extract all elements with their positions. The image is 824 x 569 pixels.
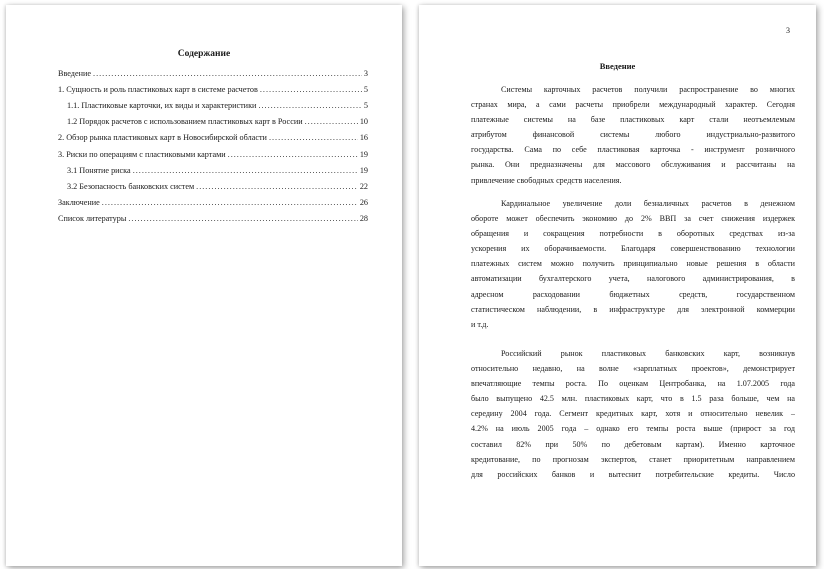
toc-entry[interactable] <box>58 214 368 224</box>
text-line: государства. Сама по себе пластиковая карточка - инструмент розничного <box>471 145 795 155</box>
toc-entry-label: 2. Обзор рынка пластиковых карт в Новосибирской области <box>58 133 267 142</box>
toc-entry-label: Введение <box>58 69 92 78</box>
toc-entry-label: 1.1. Пластиковые карточки, их виды и характеристики <box>67 101 257 110</box>
text-line: впечатляющие темпы роста. По оценкам Центробанка, на 1.07.2005 года <box>471 379 795 389</box>
toc-entry[interactable] <box>58 85 368 95</box>
toc-leader-dots <box>305 117 358 127</box>
toc-entry-page: 19 <box>359 150 368 159</box>
text-line: середину 2004 года. Сегмент кредитных карт, хотя и относительно невелик – <box>471 409 795 419</box>
text-line: ускорения их оборачиваемости. Благодаря совершенствованию технологии <box>471 244 795 254</box>
text-line: рынка. Они предназначены для массового обслуживания и рассчитаны на <box>471 160 795 170</box>
toc-entry-page: 3 <box>363 69 368 78</box>
paragraph-2 <box>471 196 795 332</box>
toc-entry-page: 26 <box>359 198 368 207</box>
toc-leader-dots <box>196 182 358 192</box>
toc-leader-dots <box>269 133 358 143</box>
toc-entry-page: 16 <box>359 133 368 142</box>
toc-entry-page: 10 <box>359 117 368 126</box>
text-line: привлечение свободных средств населения. <box>471 175 622 185</box>
toc-entry-page: 28 <box>359 214 368 223</box>
toc-entry-label: 1.2 Порядок расчетов с использованием пластиковых карт в России <box>67 117 303 126</box>
text-line: и т.д. <box>471 319 489 329</box>
paragraph-3 <box>471 346 795 482</box>
toc-entry-label: 3. Риски по операциям с пластиковыми картами <box>58 150 226 159</box>
toc-leader-dots <box>228 150 358 160</box>
text-line: платежных систем можно получить принципиально новые решения в области <box>471 259 795 269</box>
text-line: обороте может обеспечить экономию до 2% ВВП за счет снижения издержек <box>471 214 795 224</box>
text-line: составил 82% при 50% по дебетовым картам). Именно карточное <box>471 439 795 449</box>
toc-entry-label: Список литературы <box>58 214 127 223</box>
toc-entry-page: 5 <box>363 101 368 110</box>
text-line: кредитование, по прогнозам экспертов, станет приоритетным направлением <box>471 454 795 464</box>
toc-entry-page: 5 <box>363 85 368 94</box>
toc-entry-label: 3.1 Понятие риска <box>67 166 131 175</box>
text-line: атрибутом финансовой системы любого индустриально-развитого <box>471 130 795 140</box>
text-line: 4.2% на июль 2005 года – однако его темпы роста выше (прирост за год <box>471 424 795 434</box>
toc-leader-dots <box>260 85 362 95</box>
text-line: статистическом наблюдении, в инфраструктуре для электронной коммерции <box>471 304 795 314</box>
text-line: платежные системы на базе пластиковых карт стали неотъемлемым <box>471 115 795 125</box>
toc-leader-dots <box>102 198 358 208</box>
toc-entry-label: Заключение <box>58 198 100 207</box>
text-line: автоматизации бухгалтерского учета, налогового администрирования, в <box>471 274 795 284</box>
toc-entry[interactable] <box>58 198 368 208</box>
toc-entry-label: 3.2 Безопасность банковских систем <box>67 182 195 191</box>
toc-entry-label: 1. Сущность и роль пластиковых карт в системе расчетов <box>58 85 258 94</box>
text-line: Кардинальное увеличение доли безналичных расчетов в денежном <box>501 199 795 208</box>
toc-entry[interactable] <box>58 133 368 143</box>
page-number: 3 <box>786 26 790 35</box>
toc-leader-dots <box>128 214 357 224</box>
toc-leader-dots <box>93 69 362 79</box>
toc-leader-dots <box>258 101 361 111</box>
toc-entry[interactable] <box>58 150 368 160</box>
toc-entry[interactable] <box>58 69 368 79</box>
toc-entry[interactable] <box>67 101 368 111</box>
toc-entry-page: 19 <box>359 166 368 175</box>
introduction-page <box>419 5 816 566</box>
toc-entry[interactable] <box>67 182 368 192</box>
toc-leader-dots <box>133 166 358 176</box>
toc-page <box>6 5 402 566</box>
paragraph-1 <box>471 82 795 188</box>
text-line: было выпущено 42.5 млн. пластиковых карт, что в 1.5 раза больше, чем на <box>471 394 795 404</box>
toc-entry-page: 22 <box>359 182 368 191</box>
toc-entry[interactable] <box>67 117 368 127</box>
text-line: относительно недавно, на волне «зарплатных проектов», демонстрирует <box>471 364 795 374</box>
text-line: адресном расходовании бюджетных средств, государственном <box>471 289 795 299</box>
text-line: Системы карточных расчетов получили распространение во многих <box>501 85 795 94</box>
section-title: Введение <box>599 61 636 71</box>
text-line: Российский рынок пластиковых банковских карт, возникнув <box>501 349 795 358</box>
toc-entry[interactable] <box>67 166 368 176</box>
text-line: для российских банков и вытеснит потребительские кредиты. Число <box>471 469 795 479</box>
toc-title: Содержание <box>177 49 231 59</box>
text-line: странах мира, а сами расчеты приобрели международный характер. Сегодня <box>471 100 795 110</box>
text-line: обращения и сокращения потребности в оборотных средствах из-за <box>471 229 795 239</box>
